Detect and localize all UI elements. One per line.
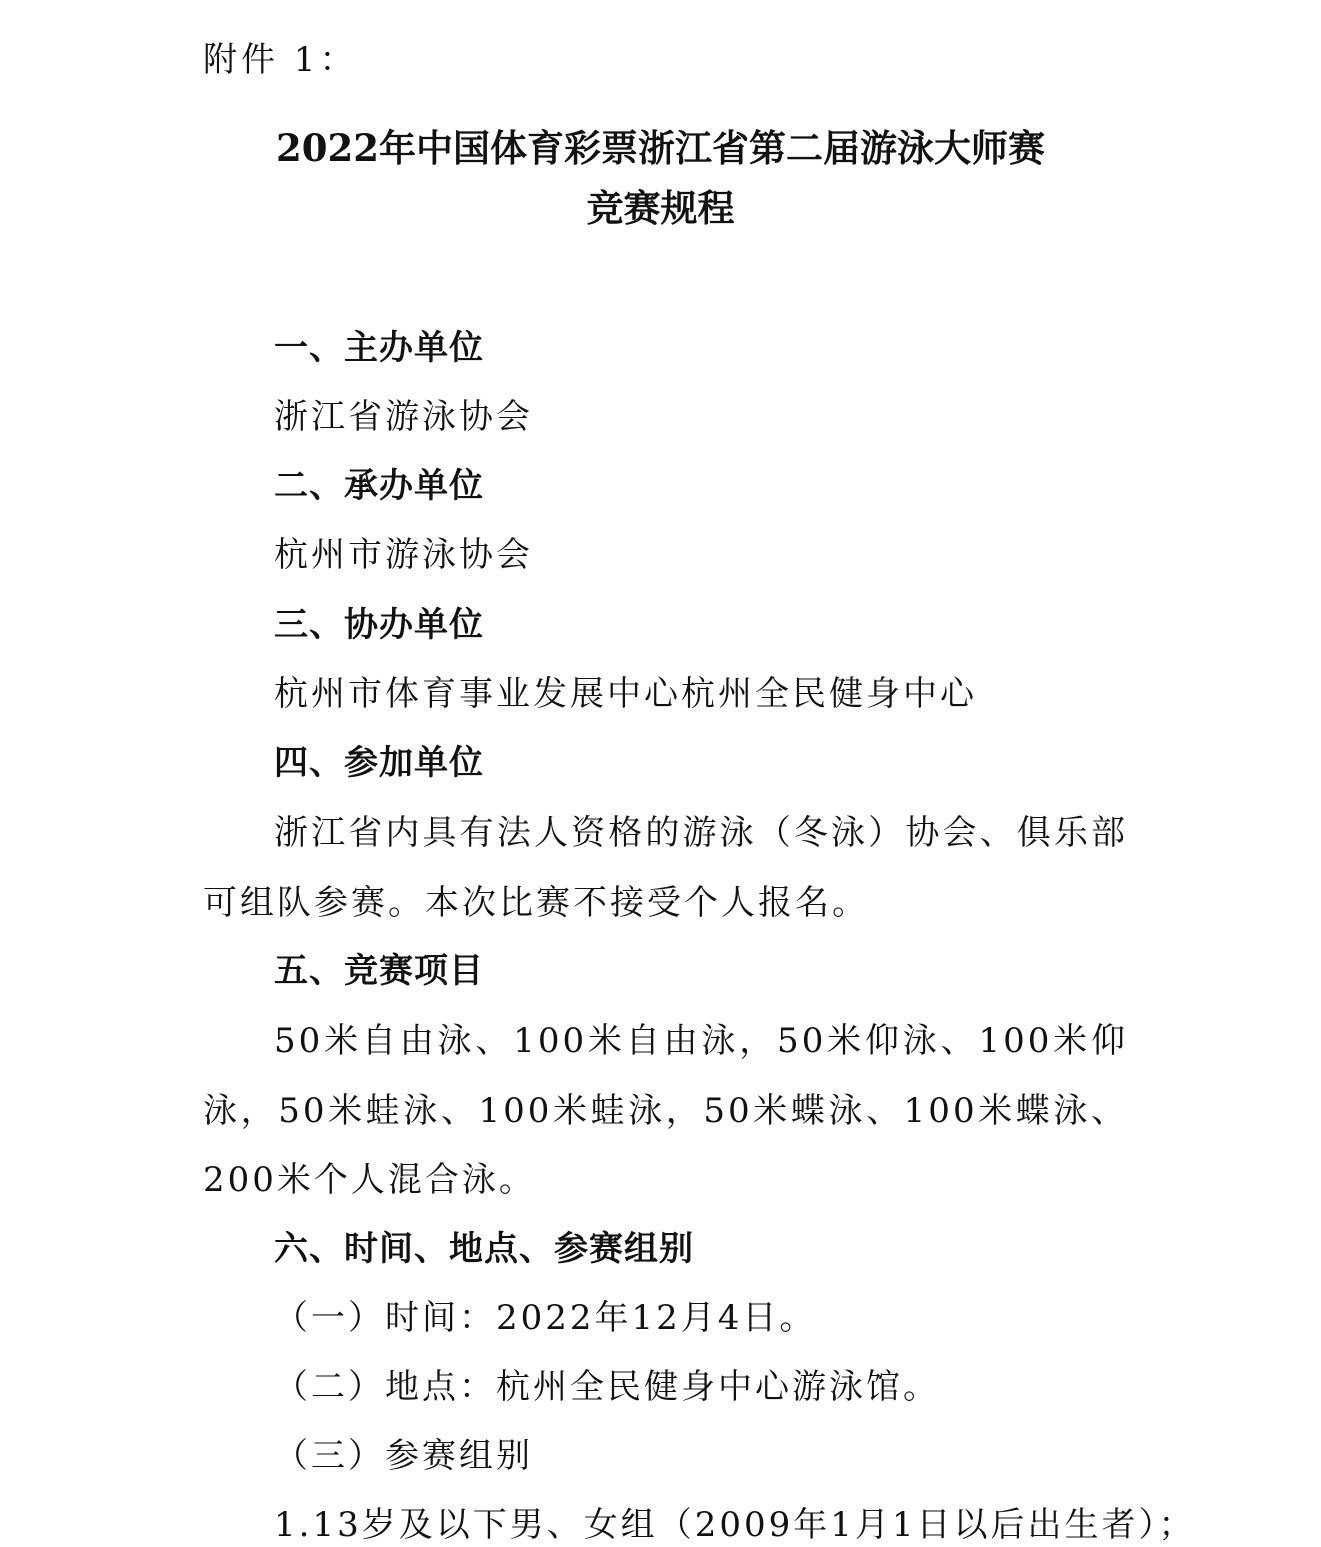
section-body-organizer: 浙江省游泳协会 [274,397,533,437]
section-item-groups-heading: （三）参赛组别 [274,1436,533,1476]
section-heading-host: 二、承办单位 [274,466,484,506]
attachment-label: 附件 1： [203,40,358,80]
section-heading-participants: 四、参加单位 [274,743,484,783]
section-body-participants: 浙江省内具有法人资格的游泳（冬泳）协会、俱乐部可组队参赛。本次比赛不接受个人报名。 [203,813,1128,923]
document-title-line2: 竞赛规程 [586,186,735,230]
section-body-events: 50米自由泳、100米自由泳，50米仰泳、100米仰泳，50米蛙泳、100米蛙泳，50米蝶泳、100米蝶泳、200米个人混合泳。 [203,1021,1128,1200]
section-item-place: （二）地点：杭州全民健身中心游泳馆。 [274,1367,940,1407]
section-heading-co-organizer: 三、协办单位 [274,605,484,645]
section-heading-events: 五、竞赛项目 [274,951,484,991]
section-item-time: （一）时间：2022年12月4日。 [274,1298,817,1338]
section-body-co-organizer: 杭州市体育事业发展中心杭州全民健身中心 [274,674,977,714]
document-title-line1: 2022年中国体育彩票浙江省第二届游泳大师赛 [276,126,1045,170]
section-heading-organizer: 一、主办单位 [274,328,484,368]
section-body-host: 杭州市游泳协会 [274,535,533,575]
section-item-group-1: 1.13岁及以下男、女组（2009年1月1日以后出生者）； [274,1505,1196,1545]
section-heading-time-place-groups: 六、时间、地点、参赛组别 [274,1229,694,1269]
